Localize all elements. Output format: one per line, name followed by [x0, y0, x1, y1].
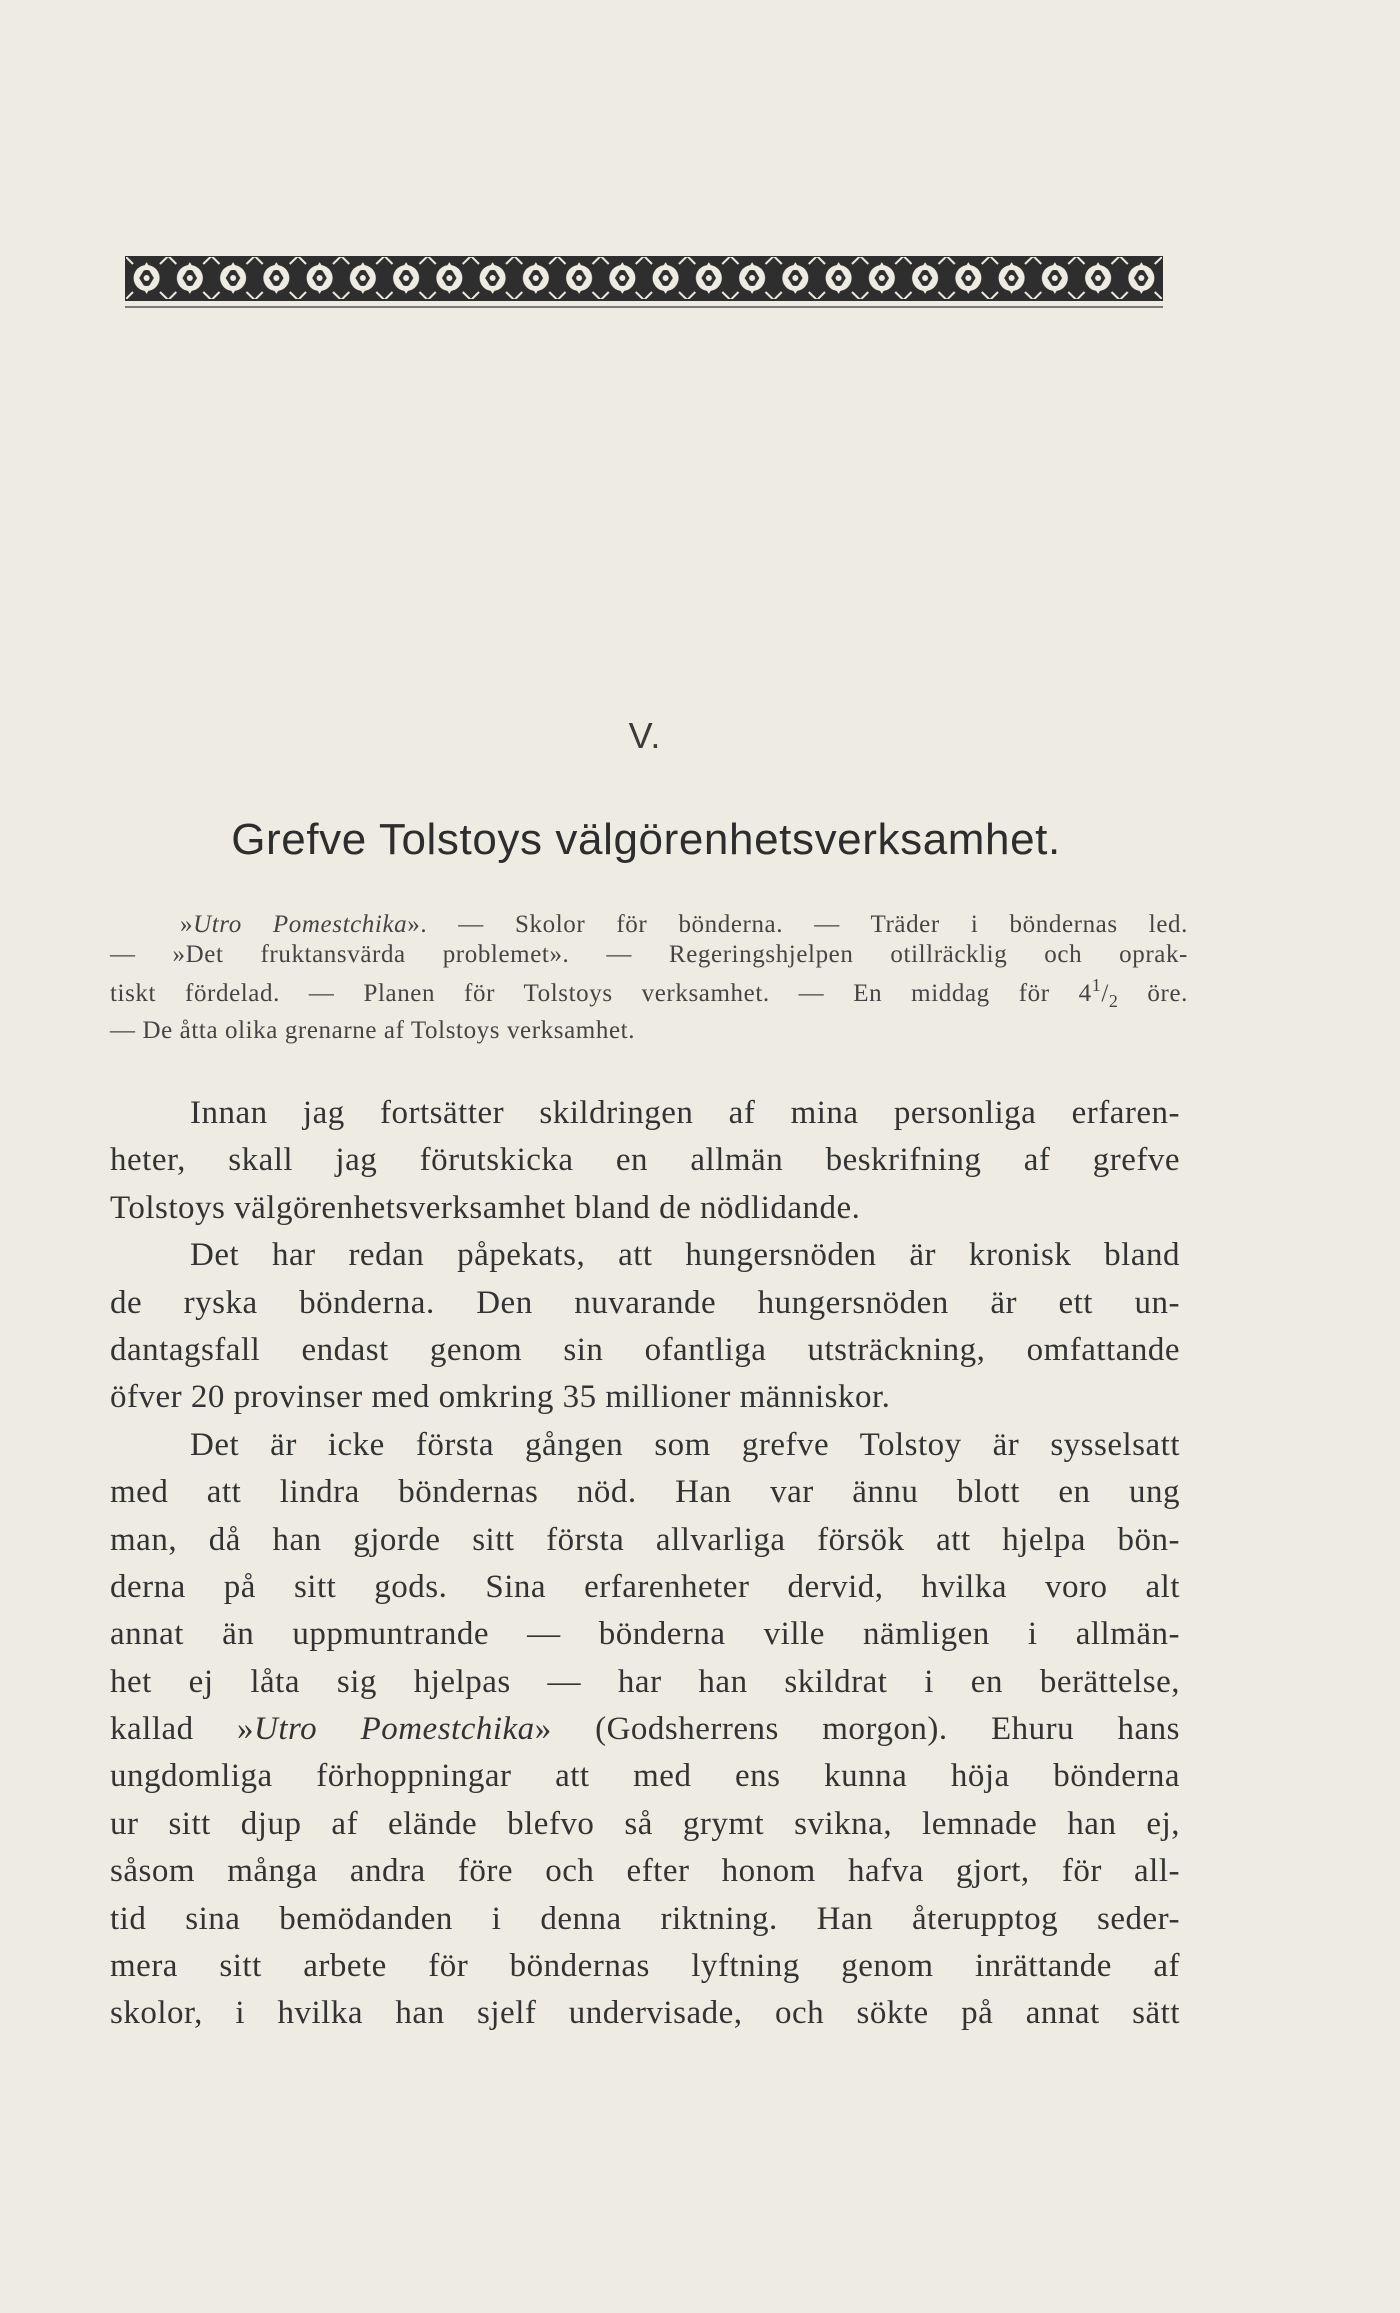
summary-line: »Utro Pomestchika». — Skolor för bönderna. — Träder i böndernas led.: [180, 911, 1188, 938]
text-line: med att lindra böndernas nöd. Han var ännu blott en ung: [110, 1474, 1180, 1511]
text-line: kallad »Utro Pomestchika» (Godsherrens morgon). Ehuru hans: [110, 1711, 1181, 1748]
text-line: ur sitt djup af elände blefvo så grymt svikna, lemnade han ej,: [110, 1805, 1180, 1842]
body-text: [110, 1090, 1180, 2038]
summary-line: — De åtta olika grenarne af Tolstoys verksamhet.: [110, 1017, 636, 1044]
ornamental-header-band: [125, 256, 1163, 310]
summary-line: tiskt fördelad. — Planen för Tolstoys verksamhet. — En middag för $4^1/_2$ öre.: [110, 975, 1188, 1011]
text-line: skolor, i hvilka han sjelf undervisade, och sökte på annat sätt: [110, 1995, 1180, 2032]
text-line: såsom många andra före och efter honom hafva gjort, för all-: [110, 1853, 1180, 1890]
text-line: Tolstoys välgörenhetsverksamhet bland de nödlidande.: [110, 1189, 861, 1226]
text-line: heter, skall jag förutskicka en allmän beskrifning af grefve: [110, 1142, 1180, 1179]
text-line: derna på sitt gods. Sina erfarenheter dervid, hvilka voro alt: [110, 1568, 1180, 1605]
chapter-summary: [110, 910, 1188, 1046]
text-line: Det är icke första gången som grefve Tolstoy är sysselsatt: [190, 1426, 1180, 1463]
text-line: Innan jag fortsätter skildringen af mina personliga erfaren-: [190, 1095, 1180, 1131]
summary-line: — »Det fruktansvärda problemet». — Regeringshjelpen otillräcklig och oprak-: [110, 941, 1188, 968]
text-line: annat än uppmuntrande — bönderna ville nämligen i allmän-: [110, 1616, 1180, 1653]
text-line: ungdomliga förhoppningar att med ens kunna höja bönderna: [110, 1758, 1180, 1795]
chapter-title: Grefve Tolstoys välgörenhetsverksamhet.: [231, 815, 1061, 864]
text-line: de ryska bönderna. Den nuvarande hungersnöden är ett un-: [110, 1284, 1180, 1321]
work-title: Utro Pomestchika: [193, 911, 408, 938]
text-line: Det har redan påpekats, att hungersnöden är kronisk bland: [190, 1237, 1180, 1274]
text-line: tid sina bemödanden i denna riktning. Han återupptog seder-: [110, 1900, 1180, 1937]
text-line: öfver 20 provinser med omkring 35 millioner människor.: [110, 1379, 891, 1416]
text-line: het ej låta sig hjelpas — har han skildrat i en berättelse,: [110, 1663, 1180, 1700]
text-line: man, då han gjorde sitt första allvarliga försök att hjelpa bön-: [110, 1521, 1180, 1558]
text-line: mera sitt arbete för böndernas lyftning genom inrättande af: [110, 1948, 1180, 1985]
chapter-number: V.: [628, 715, 662, 756]
text-line: dantagsfall endast genom sin ofantliga utsträckning, omfattande: [110, 1331, 1180, 1368]
work-title: Utro Pomestchika: [254, 1711, 535, 1748]
